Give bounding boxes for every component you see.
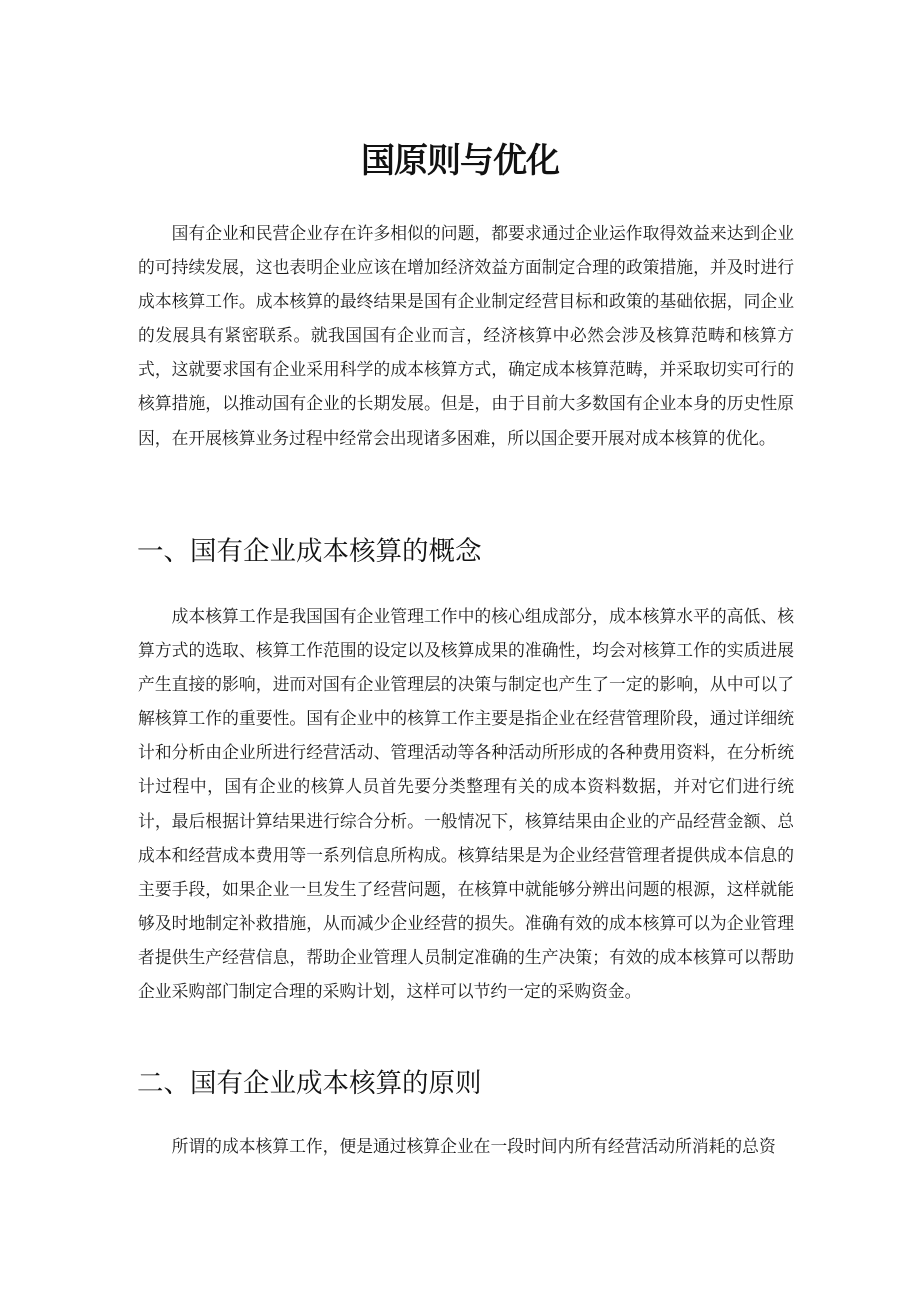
section-heading-principles: 二、国有企业成本核算的原则 xyxy=(137,1068,482,1099)
document-title: 国原则与优化 xyxy=(361,141,559,181)
section-paragraph-concept: 成本核算工作是我国国有企业管理工作中的核心组成部分，成本核算水平的高低、核算方式的选取、核算工作范围的设定以及核算成果的准确性，均会对核算工作的实质进展产生直接的影响，进而对国有企业管理层的决策与制定也产生了一定的影响，从中可以了解核算工作的重要性。国有企业中的核算工作主要是指企业在经营管理阶段，通过详细统计和分析由企业所进行经营活动、管理活动等各种活动所形成的各种费用资料，在分析统计过程中，国有企业的核算人员首先要分类整理有关的成本资料数据，并对它们进行统计，最后根据计算结果进行综合分析。一般情况下，核算结果由企业的产品经营金额、总成本和经营成本费用等一系列信息所构成。核算结果是为企业经营管理者提供成本信息的主要手段，如果企业一旦发生了经营问题，在核算中就能够分辨出问题的根源，这样就能够及时地制定补救措施，从而减少企业经营的损失。准确有效的成本核算可以为企业管理者提供生产经营信息，帮助企业管理人员制定准确的生产决策；有效的成本核算可以帮助企业采购部门制定合理的采购计划，这样可以节约一定的采购资金。 xyxy=(138,606,794,1002)
section-paragraph-principles: 所谓的成本核算工作，便是通过核算企业在一段时间内所有经营活动所消耗的总资 xyxy=(171,1136,776,1156)
intro-paragraph: 国有企业和民营企业存在许多相似的问题，都要求通过企业运作取得效益来达到企业的可持续发展，这也表明企业应该在增加经济效益方面制定合理的政策措施，并及时进行成本核算工作。成本核算的最终结果是国有企业制定经营目标和政策的基础依据，同企业的发展具有紧密联系。就我国国有企业而言，经济核算中必然会涉及核算范畴和核算方式，这就要求国有企业采用科学的成本核算方式，确定成本核算范畴，并采取切实可行的核算措施，以推动国有企业的长期发展。但是，由于目前大多数国有企业本身的历史性原因，在开展核算业务过程中经常会出现诸多困难，所以国企要开展对成本核算的优化。 xyxy=(138,223,794,448)
section-heading-concept: 一、国有企业成本核算的概念 xyxy=(137,536,482,567)
